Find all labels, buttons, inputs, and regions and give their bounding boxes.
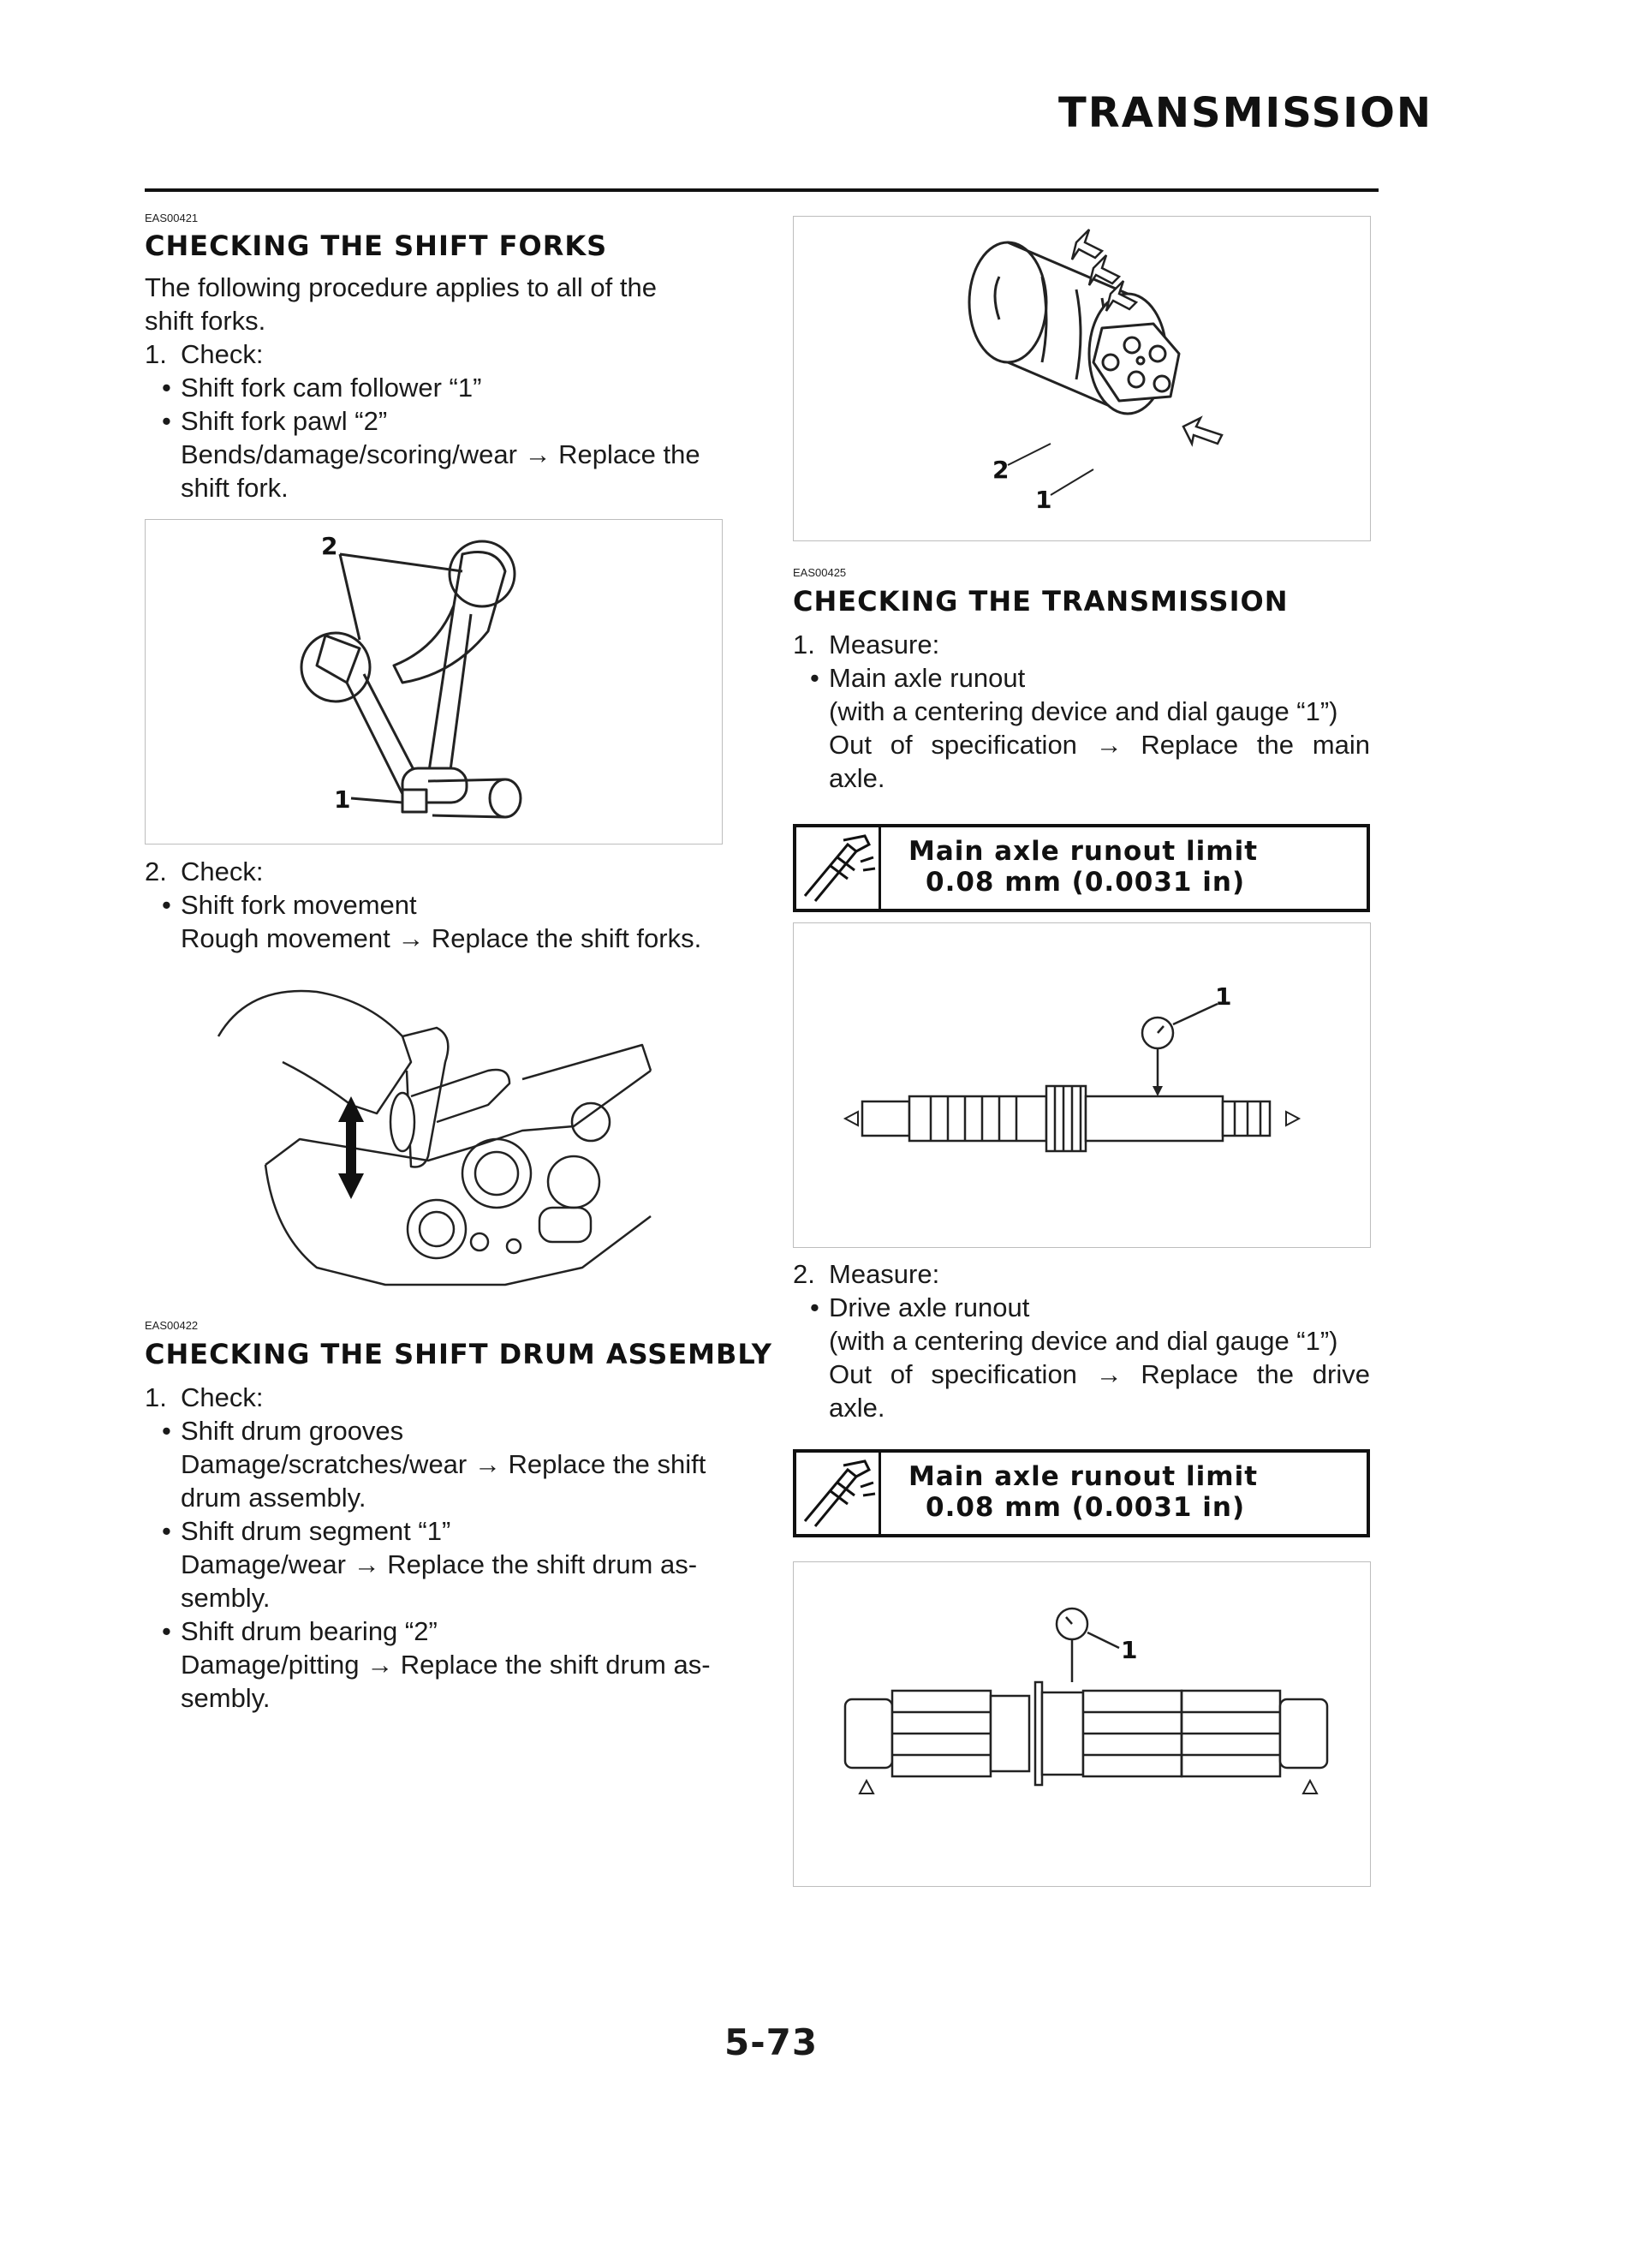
intro-text xyxy=(145,271,657,337)
main-axle-drawing xyxy=(794,923,1370,1247)
step-label: Check: xyxy=(181,339,264,369)
note-text: (with a centering device and dial gauge “1”) xyxy=(829,1326,1338,1356)
bullet-item: Shift fork pawl “2” xyxy=(181,406,388,436)
bullet-item: Shift drum grooves xyxy=(181,1416,404,1446)
word: specification xyxy=(931,730,1077,760)
figure-shift-fork xyxy=(145,519,723,845)
bullet-item: Main axle runout xyxy=(829,663,1026,693)
arrow-glyph: → xyxy=(1095,730,1123,760)
result-text: Rough movement → Replace the shift forks. xyxy=(181,923,702,953)
section-code: EAS00421 xyxy=(145,212,199,224)
spec-value: 0.08 mm (0.0031 in) xyxy=(926,867,1246,898)
section-heading-shift-forks: CHECKING THE SHIFT FORKS xyxy=(145,230,608,262)
text-line: The following procedure applies to all of the xyxy=(145,272,657,302)
bullet-icon: • xyxy=(162,406,171,436)
section-code: EAS00422 xyxy=(145,1319,199,1332)
shift-fork-movement-drawing xyxy=(214,976,659,1293)
step-1-shift-drum xyxy=(145,1381,761,1723)
spec-line xyxy=(829,728,1370,761)
result-text: Bends/damage/scoring/wear → Replace the xyxy=(181,439,700,469)
result-text: sembly. xyxy=(181,1683,271,1713)
arrow-glyph: → xyxy=(1095,1359,1123,1389)
bullet-icon: • xyxy=(162,1616,171,1646)
spec-box-drive-axle xyxy=(793,1449,1370,1537)
bullet-item: Shift drum segment “1” xyxy=(181,1516,451,1546)
word: main xyxy=(1312,730,1370,760)
bullet-item: Shift drum bearing “2” xyxy=(181,1616,438,1646)
drive-axle-drawing xyxy=(794,1562,1370,1886)
bullet-icon: • xyxy=(810,663,819,693)
step-label: Check: xyxy=(181,1382,264,1412)
note-text: (with a centering device and dial gauge “1”) xyxy=(829,696,1338,726)
result-text: axle. xyxy=(829,763,885,793)
bullet-icon: • xyxy=(162,1416,171,1446)
section-code: EAS00425 xyxy=(793,566,847,579)
measure-1 xyxy=(793,628,1375,799)
callout-label: 2 xyxy=(321,532,338,560)
figure-main-axle xyxy=(793,922,1371,1248)
spec-title: Main axle runout limit xyxy=(908,1461,1259,1492)
figure-shift-fork-movement xyxy=(214,976,659,1293)
figure-drive-axle xyxy=(793,1561,1371,1887)
bullet-icon: • xyxy=(810,1292,819,1322)
section-heading-shift-drum: CHECKING THE SHIFT DRUM ASSEMBLY xyxy=(145,1338,772,1370)
word: drive xyxy=(1312,1359,1370,1389)
step-1-shift-forks xyxy=(145,337,744,509)
spec-box-main-axle xyxy=(793,824,1370,912)
result-text: drum assembly. xyxy=(181,1483,366,1513)
callout-label: 1 xyxy=(1121,1636,1138,1664)
text-line: shift forks. xyxy=(145,306,266,336)
measure-2 xyxy=(793,1257,1375,1429)
result-text: Damage/wear → Replace the shift drum as- xyxy=(181,1549,698,1579)
figure-shift-drum xyxy=(793,216,1371,541)
step-label: Measure: xyxy=(829,630,940,660)
result-text: axle. xyxy=(829,1393,885,1423)
callout-label: 2 xyxy=(992,456,1010,484)
word: the xyxy=(1256,730,1295,760)
result-text: sembly. xyxy=(181,1583,271,1613)
spec-title: Main axle runout limit xyxy=(908,836,1259,867)
result-text: shift fork. xyxy=(181,473,289,503)
spec-line xyxy=(829,1358,1370,1391)
caliper-icon xyxy=(796,1453,881,1534)
word: Replace xyxy=(1141,1359,1239,1389)
word: Out xyxy=(829,1359,872,1389)
step-label: Check: xyxy=(181,856,264,886)
up-down-arrow-icon xyxy=(338,1096,364,1199)
spec-value: 0.08 mm (0.0031 in) xyxy=(926,1492,1246,1523)
word: Out xyxy=(829,730,872,760)
callout-label: 1 xyxy=(1035,486,1052,514)
page-number: 5-73 xyxy=(724,2021,819,2063)
caliper-icon xyxy=(796,827,881,909)
word: of xyxy=(890,730,913,760)
bullet-icon: • xyxy=(162,890,171,920)
callout-label: 1 xyxy=(1215,982,1232,1011)
word: of xyxy=(890,1359,913,1389)
section-heading-transmission: CHECKING THE TRANSMISSION xyxy=(793,585,1289,618)
step-number: 2. xyxy=(793,1259,815,1289)
header-rule xyxy=(145,188,1379,192)
word: Replace xyxy=(1141,730,1239,760)
bullet-item: Drive axle runout xyxy=(829,1292,1030,1322)
result-text: Damage/scratches/wear → Replace the shift xyxy=(181,1449,706,1479)
page-title: TRANSMISSION xyxy=(1058,89,1433,137)
word: the xyxy=(1256,1359,1295,1389)
bullet-icon: • xyxy=(162,1516,171,1546)
step-number: 2. xyxy=(145,856,167,886)
callout-label: 1 xyxy=(334,785,351,814)
result-text: Damage/pitting → Replace the shift drum as- xyxy=(181,1650,711,1680)
shift-fork-drawing xyxy=(146,520,722,844)
bullet-icon: • xyxy=(162,373,171,403)
bullet-item: Shift fork movement xyxy=(181,890,417,920)
step-number: 1. xyxy=(793,630,815,660)
step-2-shift-forks xyxy=(145,855,761,958)
word: specification xyxy=(931,1359,1077,1389)
step-number: 1. xyxy=(145,1382,167,1412)
step-number: 1. xyxy=(145,339,167,369)
shift-drum-drawing xyxy=(794,217,1370,540)
step-label: Measure: xyxy=(829,1259,940,1289)
bullet-item: Shift fork cam follower “1” xyxy=(181,373,482,403)
